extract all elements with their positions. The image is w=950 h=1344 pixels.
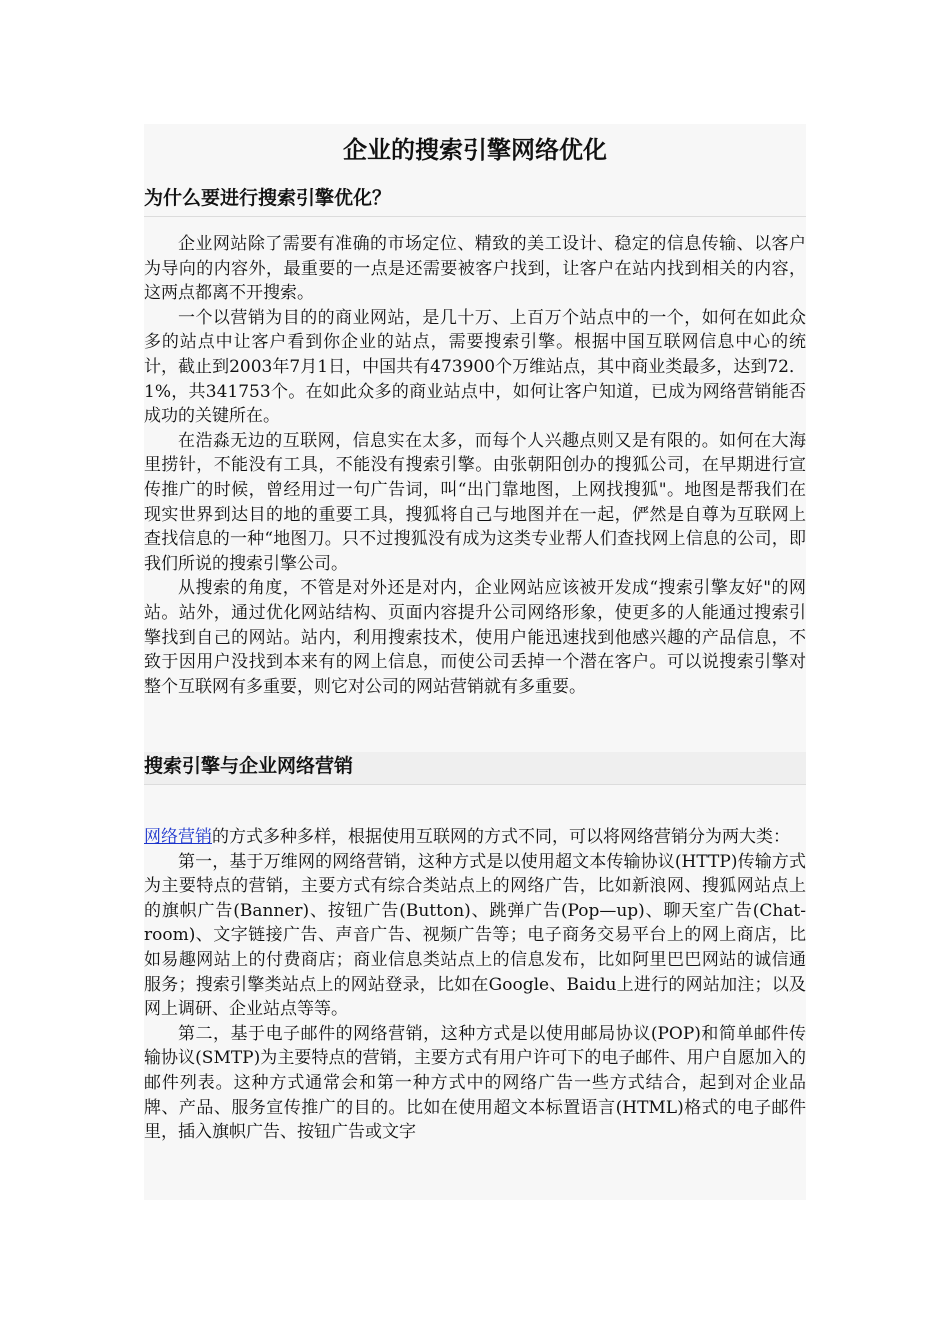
section-body-why-seo bbox=[144, 232, 806, 699]
section-heading-marketing: 搜索引擎与企业网络营销 bbox=[144, 752, 806, 785]
intro-text: 的方式多种多样，根据使用互联网的方式不同，可以将网络营销分为两大类： bbox=[212, 827, 790, 847]
page-title: 企业的搜索引擎网络优化 bbox=[343, 136, 607, 164]
section-heading-why-seo: 为什么要进行搜索引擎优化？ bbox=[144, 184, 806, 217]
paragraph: 第一，基于万维网的网络营销，这种方式是以使用超文本传输协议(HTTP)传输方式为主要特点的营销，主要方式有综合类站点上的网络广告，比如新浪网、搜狐网站点上的旗帜广告(Banner)、按钮广告(Button)、跳弹广告(Pop—up)、聊天室广告(Chat-room)、文字链接广告、声音广告、视频广告等；电子商务交易平台上的网上商店，比如易趣网站上的付费商店；商业信息类站点上的信息发布，比如阿里巴巴网站的诚信通服务；搜索引擎类站点上的网站登录，比如在Google、Baidu上进行的网站加注；以及网上调研、企业站点等等。 bbox=[144, 851, 806, 1020]
paragraph: 第二，基于电子邮件的网络营销，这种方式是以使用邮局协议(POP)和简单邮件传输协议(SMTP)为主要特点的营销，主要方式有用户许可下的电子邮件、用户自愿加入的邮件列表。这种方式通常会和第一种方式中的网络广告一些方式结合，起到对企业品牌、产品、服务宣传推广的目的。比如在使用超文本标置语言(HTML)格式的电子邮件里，插入旗帜广告、按钮广告或文字 bbox=[144, 1023, 806, 1143]
intro-paragraph bbox=[144, 825, 806, 850]
paragraph: 企业网站除了需要有准确的市场定位、精致的美工设计、稳定的信息传输、以客户为导向的内容外，最重要的一点是还需要被客户找到，让客户在站内找到相关的内容，这两点都离不开搜索。 bbox=[144, 234, 806, 304]
network-marketing-link[interactable]: 网络营销 bbox=[144, 827, 212, 847]
paragraph: 从搜索的角度，不管是对外还是对内，企业网站应该被开发成“搜索引擎友好"的网站。站外，通过优化网站结构、页面内容提升公司网络形象，使更多的人能通过搜索引擎找到自己的网站。站内，利用搜索技术，使用户能迅速找到他感兴趣的产品信息，不致于因用户没找到本来有的网上信息，而使公司丢掉一个潜在客户。可以说搜索引擎对整个互联网有多重要，则它对公司的网站营销就有多重要。 bbox=[144, 578, 806, 697]
article bbox=[144, 124, 806, 1200]
paragraph: 一个以营销为目的的商业网站，是几十万、上百万个站点中的一个，如何在如此众多的站点中让客户看到你企业的站点，需要搜索引擎。根据中国互联网信息中心的统计，截止到2003年7月1日，中国共有473900个万维站点，其中商业类最多，达到72．1%，共341753个。在如此众多的商业站点中，如何让客户知道，已成为网络营销能否成功的关键所在。 bbox=[144, 307, 806, 427]
paragraph: 在浩淼无边的互联网，信息实在太多，而每个人兴趣点则又是有限的。如何在大海里捞针，不能没有工具，不能没有搜索引擎。由张朝阳创办的搜狐公司，在早期进行宣传推广的时候，曾经用过一句广告词，叫“出门靠地图，上网找搜狐"。地图是帮我们在现实世界到达目的地的重要工具，搜狐将自己与地图并在一起，俨然是自尊为互联网上查找信息的一种“地图刀。只不过搜狐没有成为这类专业帮人们查找网上信息的公司，即我们所说的搜索引擎公司。 bbox=[144, 430, 806, 574]
section-body-marketing bbox=[144, 825, 806, 1145]
